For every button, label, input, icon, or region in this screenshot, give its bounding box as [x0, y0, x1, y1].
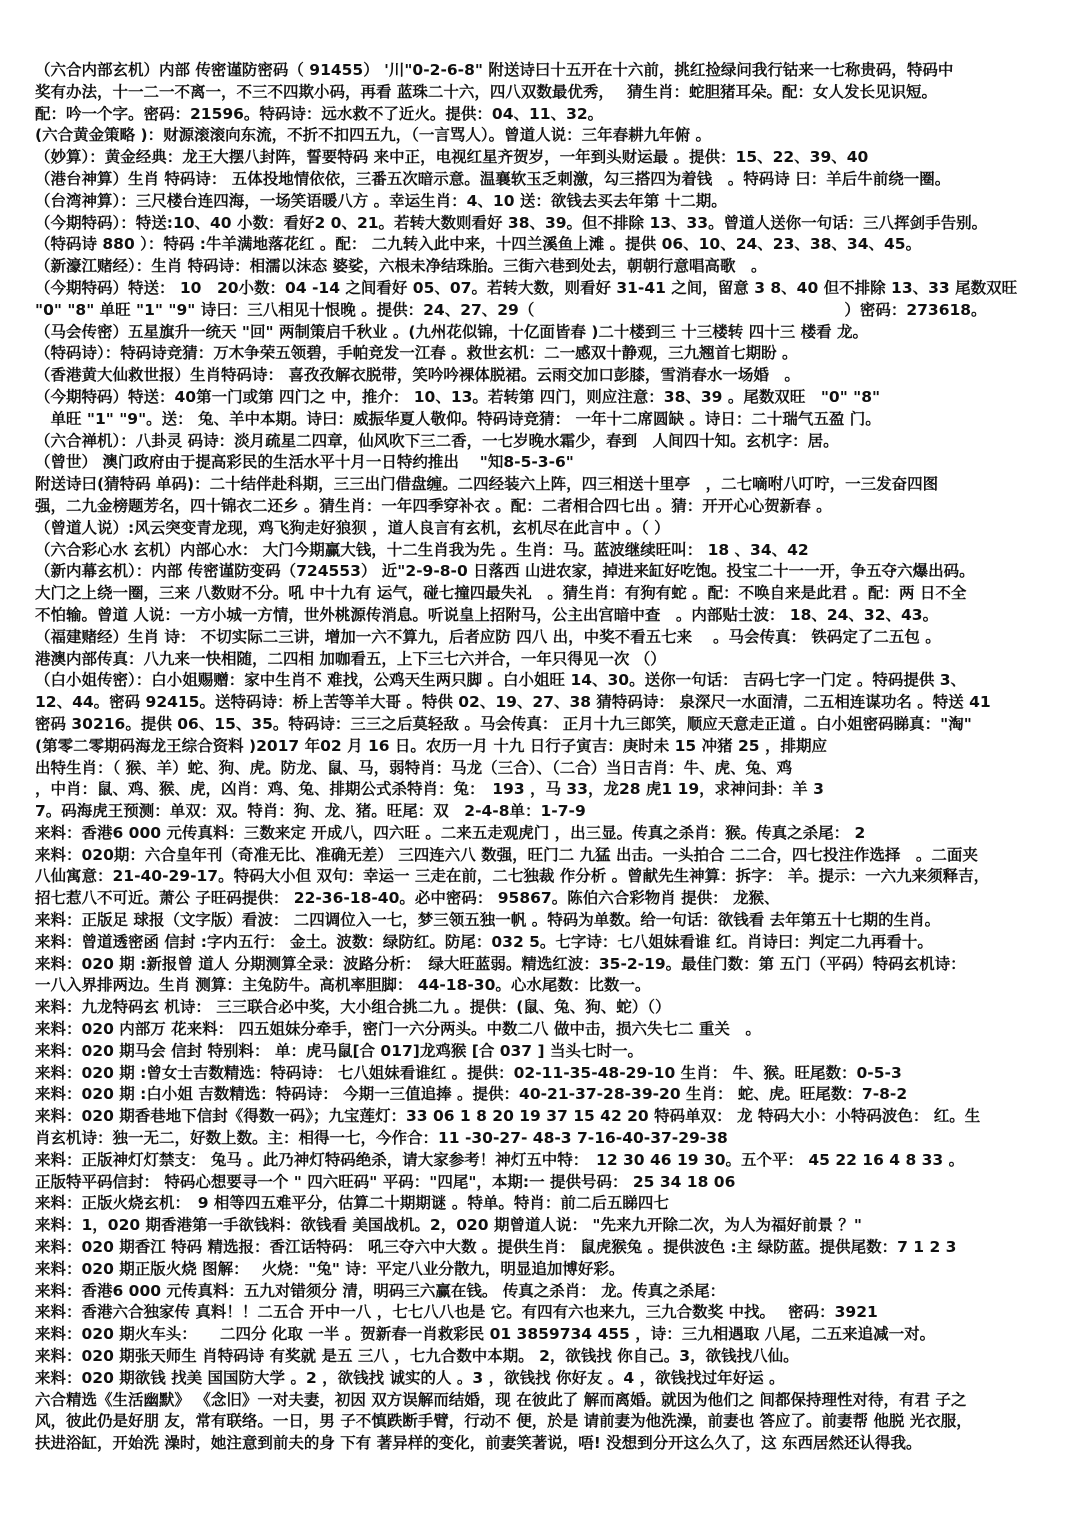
- text-line: 7。码海虎王预测：单双：双。特肖：狗、龙、猪。旺尾：双 2-4-8单：1-7-9: [35, 802, 586, 821]
- text-line: 来料：九龙特码玄 机诗： 三三联合必中奖，大小组合挑二九 。提供：(鼠、兔、狗、蛇）（）: [35, 998, 671, 1017]
- text-line: 来料：020 期正版火烧 图解： 火烧："兔" 诗：平定八业分散九，明显追加博好彩。: [35, 1259, 625, 1278]
- text-line: （港台神算）生肖 特码诗： 五体投地情依依，三番五次暗示意。温襄软玉乏刺激，勾三搭四为着钱 。特码诗 曰：羊后牛前绕一圈。: [35, 169, 951, 188]
- text-line: ，中肖：鼠、鸡、猴、虎，凶肖：鸡、兔、排期公式杀特肖：兔： 193 ，马 33，龙28 虎1 19，求神问卦：羊 3: [35, 780, 824, 799]
- text-line: 出特生肖：（ 猴、羊）蛇、狗、虎。防龙、鼠、马，弱特肖：马龙（三合）、（二合）当日吉肖：牛、虎、兔、鸡: [35, 758, 793, 777]
- text-line: 不怕输。曾道 人说：一方小城一方情，世外桃源传消息。听说皇上招附马，公主出宫暗中查 。内部贴士波： 18、24、32、43。: [35, 605, 939, 624]
- text-line: （白小姐传密）：白小姐赐赠：家中生肖不 难找，公鸡天生两只脚 。白小姐旺 14、30。送你一句话： 吉码七字一门定 。特码提供 3、: [35, 671, 967, 690]
- text-line: (第零二零期码海龙王综合资料 )2017 年02 月 16 日。农历一月 十九 日行子寅吉：庚时未 15 冲猪 25 ，排期应: [35, 736, 827, 755]
- text-line: 风，彼此仍是好朋 友，常有联络。一日，男 子不慎跌断手臂，行动不 便，於是 请前妻为他洗澡，前妻也 答应了。前妻帮 他脱 光衣服，: [35, 1412, 972, 1431]
- text-line: 正版特平码信封： 特码心想要寻一个 " 四六旺码" 平码："四尾"，本期:一 提供号码： 25 34 18 06: [35, 1172, 736, 1191]
- text-line: (六合黄金策略 )：财源滚滚向东流，不折不扣四五九，（一言骂人）。曾道人说：三年春耕九年俯 。: [35, 126, 711, 145]
- text-line: 来料：曾道透密函 信封 :字内五行： 金土。波数：绿防红。防尾：032 5。七字诗：七八姐妹看谁 红。肖诗曰：判定二九再看十。: [35, 932, 933, 951]
- text-line: 奖有办法，十一二一不离一，不三不四欺小码，再看 蓝珠二十六，四八双数最优秀， 猜生肖：蛇胆猪耳朵。配：女人发长见识短。: [35, 82, 938, 101]
- text-line: （今期特码）特送：40第一门或第 四门之 中，推介： 10、13。若转第 四门，则应注意：38、39 。尾数双旺 "0" "8": [35, 387, 881, 406]
- fax-document: [35, 60, 1050, 1455]
- text-line: （福建赌经）生肖 诗： 不切实际二三讲，增加一六不算九，后者应防 四八 出，中奖不看五七来 。马会传真： 铁码定了二五包 。: [35, 627, 941, 646]
- text-line: 来料：香港6 000 元传真料：三数来定 开成八，四六旺 。二来五走观虎门 ，出三显。传真之杀肖：猴。传真之杀尾： 2: [35, 823, 866, 842]
- text-line: 来料：香港6 000 元传真料：五九对错须分 清，明码三六赢在钱。 传真之杀肖： 龙。传真之杀尾：: [35, 1281, 726, 1300]
- text-line: （六合禅机）：八卦灵 码诗：淡月疏星二四章，仙风吹下三二香，一七岁晚水霜少，春到 人间四十知。玄机字：居。: [35, 431, 839, 450]
- text-line: （六合内部玄机）内部 传密谨防密码（ 91455） '川"0-2-6-8" 附送诗曰十五开在十六前，挑红捡绿问我行钴来一七称贵码，特码中: [35, 61, 954, 79]
- text-line: 来料：020 期马会 信封 特别料： 单：虎马鼠[合 017]龙鸡猴 [合 037 ] 当头七时一。: [35, 1041, 643, 1060]
- text-line: 港澳内部传真：八九来一快相随，二四相 加咖看五，上下三七六并合，一年只得见一次 （）: [35, 649, 666, 668]
- text-line: 来料：020期：六合皇年刊（奇准无比、准确无差） 三四连六八 数强，旺门二 九猛 出击。一头拍合 二二合，四七投注作选择 。二面夹: [35, 845, 978, 864]
- text-line: 附送诗曰(猜特码 单码)：二十结伴赴科期，三三出门借盘缠。二四经装六上阵，四三相送十里亭 ，二七嘀咐八叮咛，一三发奋四图: [35, 475, 939, 494]
- text-line: 来料：020 期 :白小姐 吉数精选：特码诗： 今期一三值追捧 。提供：40-21-37-28-39-20 生肖： 蛇、虎。旺尾数：7-8-2: [35, 1085, 908, 1104]
- text-line: （曾世） 澳门政府由于提高彩民的生活水平十月一日特约推出 "知8-5-3-6": [35, 453, 574, 472]
- text-line: 来料：020 期 :曾女士吉数精选：特码诗： 七八姐妹看谁红 。提供：02-11-35-48-29-10 生肖： 牛、猴。旺尾数：0-5-3: [35, 1063, 902, 1082]
- text-line: （特码诗 880 ）：特码 :牛羊满地落花红 。配： 二九转入此中来，十四兰溪鱼上滩 。提供 06、10、24、23、38、34、45。: [35, 235, 922, 254]
- text-line: （今期特码）：特送:10、40 小数：看好2 0、21。若转大数则看好 38、39。但不排除 13、33。曾道人送你一句话：三八挥剑手告别。: [35, 213, 988, 232]
- text-line: 六合精选《生活幽默》 《念旧》一对夫妻，初因 双方误解而结婚，现 在彼此了 解而离婚。就因为他们之 间都保持理性对待，有君 子之: [35, 1390, 967, 1409]
- text-line: （台湾神算）：三尺楼台连四海，一场笑语暖八方 。幸运生肖：4、10 送：欲钱去买去年第 十二期。: [35, 191, 727, 210]
- text-line: 配：吟一个字。密码：21596。特码诗：远水救不了近火。提供：04、11、32。: [35, 104, 604, 123]
- text-line: 招七惹八不可近。萧公 子旺码提供： 22-36-18-40。必中密码： 95867。陈伯六合彩物肖 提供： 龙猴、: [35, 889, 780, 908]
- text-line: 来料：正版神灯灯禁支： 兔马 。此乃神灯特码绝杀，请大家参考！神灯五中特： 12 30 46 19 30。五个平： 45 22 16 4 8 33 。: [35, 1150, 965, 1169]
- text-line: 密码 30216。提供 06、15、35。特码诗：三三之后莫轻敌 。马会传真： 正月十九三郎笑，顺应天意走正道 。白小姐密码睇真："淘": [35, 714, 972, 733]
- text-line: 来料：020 内部万 花来料： 四五姐妹分牵手，密门一六分两头。中数二八 做中击，损六失七二 重关 。: [35, 1020, 761, 1039]
- text-line: （特码诗）：特码诗竞猜：万木争荣五领碧，手帕竞发一江春 。救世玄机：二一感双十静观，三九翘首七期盼 。: [35, 344, 798, 363]
- text-line: 一八入界排两边。生肖 测算：主兔防牛。高机率胆脚： 44-18-30。心水尾数：比数一。: [35, 976, 651, 995]
- text-line: 来料：正版足 球报（文字版）看波： 二四调位入一七，梦三领五独一帆 。特码为单数。给一句话：欲钱看 去年第五十七期的生肖。: [35, 911, 941, 930]
- text-line: （马会传密）五星旗升一统天 "回" 两制策启千秋业 。(九州花似锦，十亿面皆春 )二十楼到三 十三楼转 四十三 楼看 龙。: [35, 322, 868, 341]
- text-line: （六合彩心水 玄机）内部心水： 大门今期赢大钱，十二生肖我为先 。生肖：马。蓝波继续旺叫： 18 、34、42: [35, 540, 809, 559]
- text-line: （新内幕玄机）：内部 传密谨防变码（724553） 近"2-9-8-0 日落西 山进农家，掉进来缸好吃饱。投宝二十一一开，争五夺六爆出码。: [35, 562, 975, 581]
- text-line: 来料：020 期火车头： 二四分 化取 一半 。贺新春一肖救彩民 01 3859734 455 ，诗：三九相遇取 八尾，二五来追减一对。: [35, 1325, 936, 1344]
- text-line: （妙算）：黄金经典：龙王大摆八封阵，誓要特码 来中正，电视红星齐贺岁，一年到头财运最 。提供：15、22、39、40: [35, 148, 869, 167]
- text-line: 八仙寓意：21-40-29-17。特码大小但 双句：幸运一 三走在前，二七独裁 作分析 。曾献先生神算：拆字： 羊。提示：一六九来须释吉，: [35, 867, 990, 886]
- text-line: 来料：020 期香江 特码 精选报：香江话特码： 吼三夺六中大数 。提供生肖： 鼠虎猴兔 。提供波色 :主 绿防蓝。提供尾数：7 1 2 3: [35, 1238, 957, 1257]
- text-line: 肖玄机诗：独一无二，好数上数。主：相得一七，今作合：11 -30-27- 48-3 7-16-40-37-29-38: [35, 1129, 728, 1148]
- text-line: （香港黄大仙救世报）生肖特码诗： 喜孜孜解衣脱带，笑吟吟裸体脱裙。云雨交加口彭膝，雪消春水一场婚 。: [35, 366, 800, 385]
- text-line: 扶进浴缸，开始洗 澡时，她注意到前夫的身 下有 著异样的变化，前妻笑著说，唔! 没想到分开这么久了，这 东西居然还认得我。: [35, 1434, 922, 1453]
- text-line: （新濠江赌经）：生肖 特码诗：相濡以沫态 婆娑，六根未净结珠胎。三街六巷到处去，朝朝行意唱高歌 。: [35, 257, 767, 276]
- text-line: 来料：020 期张天师生 肖特码诗 有奖就 是五 三八 ，七九合数中本期。 2，欲钱找 你自己。3，欲钱找八仙。: [35, 1347, 799, 1366]
- text-line: 大门之上绕一圈，三来 八数财不分。吼 中十九有 运气，碰七撞四最失礼 。猜生肖：有狗有蛇 。配：不唤自来是此君 。配：两 日不全: [35, 584, 967, 603]
- text-line: （曾道人说）:风云突变青龙现，鸡飞狗走好狼狈 ，道人良言有玄机，玄机尽在此言中 。（ ）: [35, 518, 670, 537]
- text-line: 12、44。密码 92415。送特码诗：桥上苦等羊大哥 。特供 02、19、27、38 猜特码诗： 泉深尺一水面清，二五相连谋功名 。特送 41: [35, 693, 991, 712]
- text-line: 来料：020 期欲钱 找美 国国防大学 。2 ，欲钱找 诚实的人 。3 ，欲钱找 你好友 。4 ，欲钱找过年好运 。: [35, 1368, 785, 1387]
- text-line: 来料：020 期 :新报曾 道人 分期测算全录：波路分析： 绿大旺蓝弱。精选红波：35-2-19。最佳门数：第 五门（平码）特码玄机诗：: [35, 954, 966, 973]
- text-line: "0" "8" 单旺 "1" "9" 诗曰：三八相见十恨晚 。提供：24、27、29（ ）密码：273618。: [35, 300, 987, 319]
- text-line: 来料：正版火烧玄机： 9 相等四五难平分，估算二十期期谜 。特单。特肖：前二后五睇四七: [35, 1194, 669, 1213]
- text-line: 单旺 "1" "9"。送： 兔、羊中本期。诗曰：威振华夏人敬仰。特码诗竞猜： 一年十二席圆缺 。诗日：二十瑞气五盈 门。: [35, 409, 881, 428]
- text-line: 强，二九金榜题芳名，四十锦衣二还乡 。猜生肖：一年四季穿补衣 。配：二者相合四七出 。猜：开开心心贺新春 。: [35, 496, 832, 515]
- text-line: 来料：020 期香巷地下信封《得数一码》；九宝莲灯：33 06 1 8 20 19 37 15 42 20 特码单双： 龙 特码大小：小特码波色： 红。生: [35, 1107, 981, 1126]
- text-line: 来料：香港六合独家传 真料！！二五合 开中一八 ，七七八八也是 它。有四有六也来九，三九合数奖 中找。 密码：3921: [35, 1303, 878, 1322]
- text-line: （今期特码）特送： 10 20小数：04 -14 之间看好 05、07。若转大数，则看好 31-41 之间，留意 3 8、40 但不排除 13、33 尾数双旺: [35, 278, 1018, 297]
- text-line: 来料：1，020 期香港第一手欲钱料：欲钱看 美国战机。2，020 期曾道人说： "先来九开除二次，为人为福好前景 ？": [35, 1216, 862, 1235]
